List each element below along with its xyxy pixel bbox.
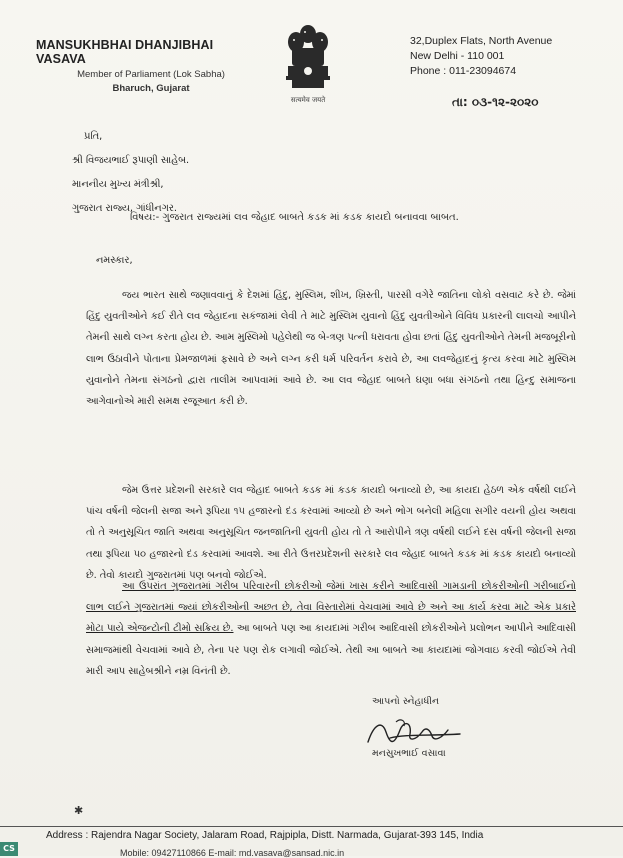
letterhead-sender [36,38,266,94]
signatory-name: મનસુખભાઈ વસાવા [372,748,446,759]
paragraph-3-continuation: આ બાબતે પણ આ કાયદામાં ગરીબ આદિવાસી છોકરીઓને પ્રલોભન આપીને આદિવાસી સમાજમાંથી વેચવામાં આવે છે, તેના પર પણ રોક લગાવી જોઈએ. તેથી આ બાબતે આ કાયદામાં જોગવાઇ કરવી જોઈએ તેવી મારી આપ સાહેબશ્રીને નમ્ર વિનંતી છે. [86,623,576,677]
body-paragraph-2: જેમ ઉત્તર પ્રદેશની સરકારે લવ જેહાદ બાબતે કડક માં કડક કાયદો બનાવ્યો છે, આ કાયદા હેઠળ એક વર્ષથી લઈને પાંચ વર્ષની જેલની સજા અને રૂપિયા ૧૫ હજારનો દંડ કરવામાં આવ્યો છે અને ભોગ બનેલી મહિલા સગીર વયની હોય અથવા તો તે અનુસૂચિત જાતિ અથવા અનુસૂચિત જનજાતિની યુવતી હોય તો તે આરોપીને ત્રણ વર્ષથી લઈને દસ વર્ષની જેલની સજા તથા રૂપિયા ૫૦ હજારનો દંડ કરવામાં આવશે. આ રીતે ઉત્તરપ્રદેશની સરકારે લવ જેહાદ બાબતે કડક માં કડક કાયદો બનાવ્યો છે. તેવો કાયદો ગુજરાતમાં પણ બનવો જોઈએ. [86,485,576,581]
scanner-badge: CS [0,842,18,856]
recipient-title: માનનીય મુખ્ય મંત્રીશ્રી, [72,179,164,190]
footer-contact: Mobile: 09427110866 E-mail: md.vasava@sansad.nic.in [120,848,345,858]
recipient-block [72,125,189,221]
letter-greeting: નમસ્કાર, [96,255,133,266]
address-line2: New Delhi - 110 001 [410,50,505,62]
letter-date: તા: ૦૩-૧૨-૨૦૨૦ [452,95,539,109]
page-mark: ✱ [74,804,84,817]
footer-divider [0,826,623,827]
body-paragraph-1: જય ભારત સાથે જણાવવાનું કે દેશમાં હિંદુ, મુસ્લિમ, શીખ, ખ્રિસ્તી, પારસી વગેરે જાતિના લોકો વસવાટ કરે છે. જેમાં હિંદુ યુવતીઓને કઈ રીતે લવ જેહાદના સકંજામાં લેવી તે માટે મુસ્લિમ યુવાનો હિંદુ યુવતીઓને વિવિધ પ્રકારની લાલચો આપીને તેમની સાથે લગ્ન કરતા હોય છે. આમ મુસ્લિમો પહેલેથી જ બે-ત્રણ પત્ની ધરાવતા હોવા છતાં હિંદુ યુવતીઓને તેમની મજબૂરીનો લાભ ઉઠાવીને પોતાના પ્રેમજાળમાં ફસાવે છે અને લગ્ન કરી ધર્મ પરિવર્તન કરાવે છે, આ લવજેહાદનું કૃત્ય કરવા માટે મુસ્લિમ યુવાનોને તેમના સંગઠનો દ્વારા તાલીમ આપવામાં આવે છે. આ લવ જેહાદ બાબતે ઘણા બધા સંગઠનો તથા હિન્દુ સમાજના આગેવાનોએ મારી સમક્ષ રજૂઆત કરી છે. [86,290,576,408]
recipient-office: ગુજરાત રાજ્ય, ગાંધીનગર. [72,203,177,214]
sender-designation: Member of Parliament (Lok Sabha) [77,69,225,80]
recipient-prefix: પ્રતિ, [84,131,103,142]
phone-number: Phone : 011-23094674 [410,65,517,77]
body-paragraph-3 [86,576,576,682]
sender-constituency: Bharuch, Gujarat [112,83,190,94]
national-emblem-icon [280,20,336,98]
address-line1: 32,Duplex Flats, North Avenue [410,35,553,47]
recipient-name: શ્રી વિજયભાઈ રૂપાણી સાહેબ. [72,155,190,166]
letter-closing: આપનો સ્નેહાધીન [372,696,440,707]
footer-address: Address : Rajendra Nagar Society, Jalaram Road, Rajpipla, Distt. Narmada, Gujarat-393 145, India [46,830,484,841]
letterhead-address [410,34,552,79]
sender-name: MANSUKHBHAI DHANJIBHAI VASAVA [36,38,214,66]
underlined-text: આ ઉપરાંત ગુજરાતમાં ગરીબ પરિવારની છોકરીઓ જેમાં ખાસ કરીને આદિવાસી ગામડાની છોકરીઓની ગરીબાઈનો લાભ લઈને ગુજરાતમાં જ્યાં છોકરીઓની અછત છે, તેવા વિસ્તારોમાં વેચવામાં આવે છે અને આ કાર્ય કરવા માટે એક પ્રકારે મોટા પાયે એજન્ટોની ટીમો સક્રિય છે. [86,581,576,635]
emblem-caption: सत्यमेव जयते [290,96,326,104]
letter-subject: વિષય:- ગુજરાત રાજ્યમાં લવ જેહાદ બાબતે કડક માં કડક કાયદો બનાવવા બાબત. [130,212,459,223]
